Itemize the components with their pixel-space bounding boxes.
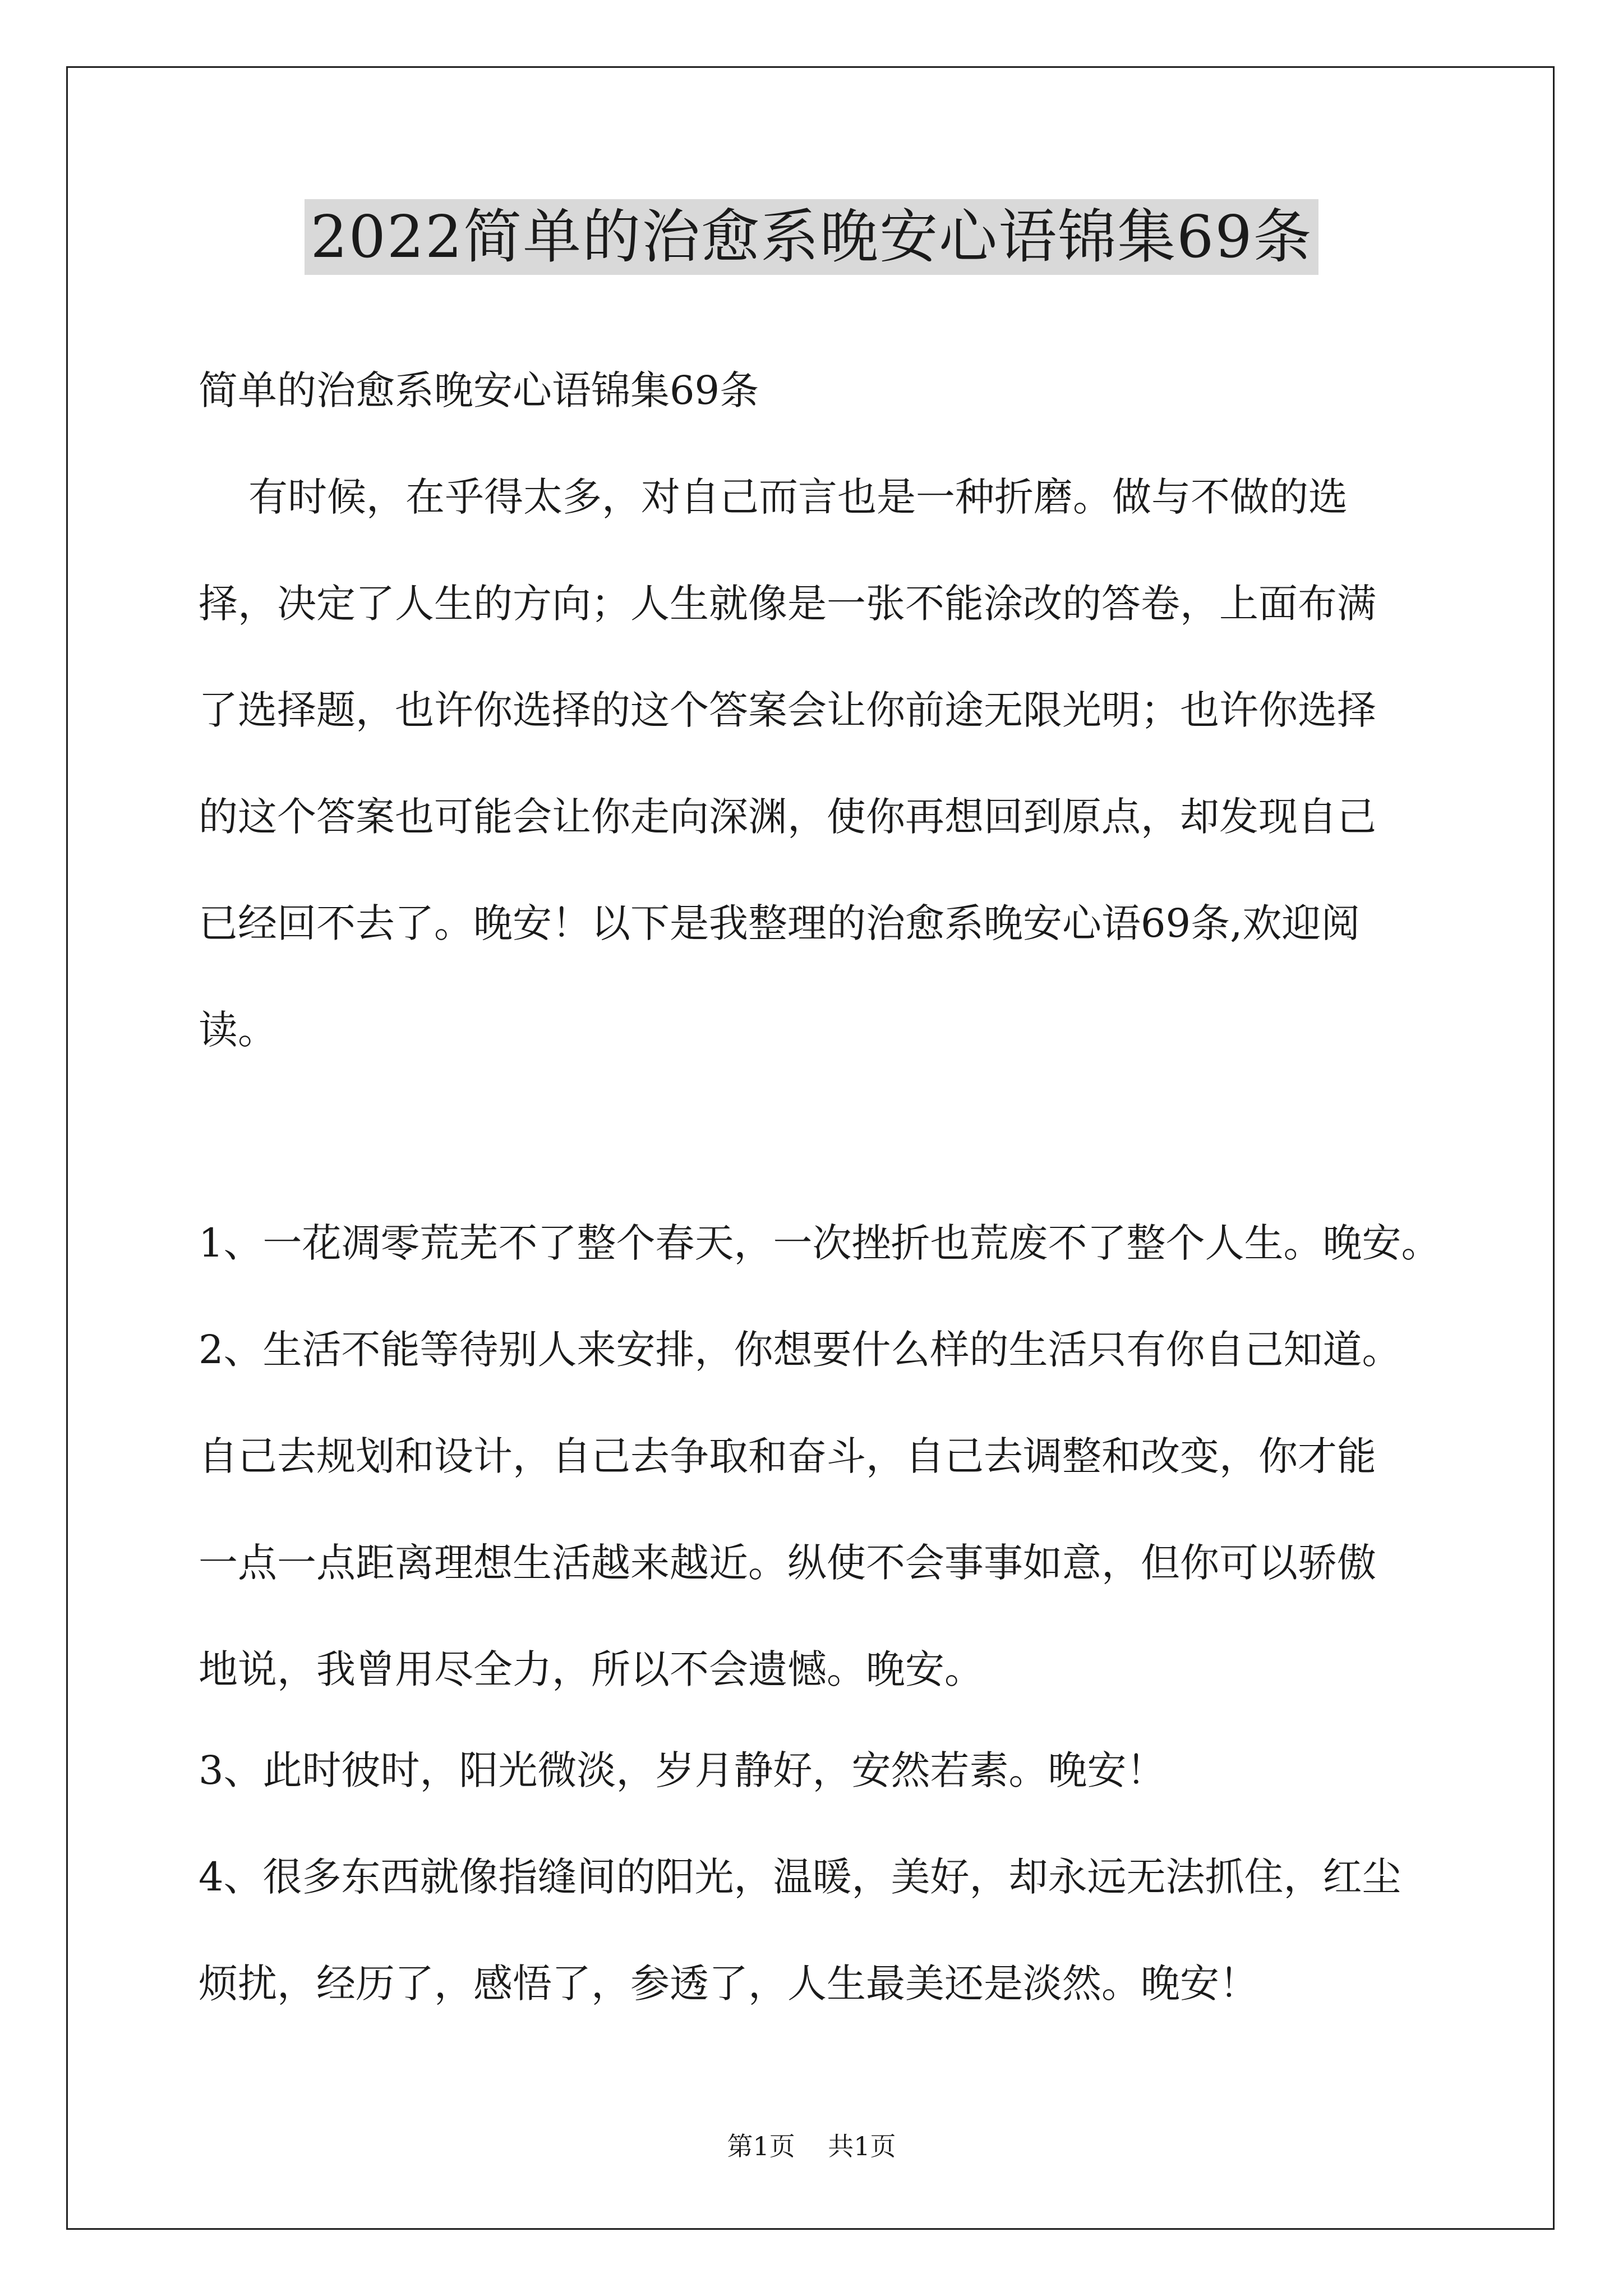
title-container bbox=[0, 199, 1623, 275]
page-number: 第1页 共1页 bbox=[727, 2131, 896, 2161]
text-line: 读。 bbox=[199, 1007, 277, 1053]
list-item-line: 3、此时彼时，阳光微淡，岁月静好，安然若素。晚安！ bbox=[199, 1747, 1166, 1793]
text-line: 地说，我曾用尽全力，所以不会遗憾。晚安。 bbox=[199, 1646, 984, 1692]
text-line: 了选择题，也许你选择的这个答案会让你前途无限光明；也许你选择 bbox=[199, 687, 1376, 733]
list-item-line: 2、生活不能等待别人来安排，你想要什么样的生活只有你自己知道。 bbox=[199, 1327, 1401, 1373]
text-line: 一点一点距离理想生活越来越近。纵使不会事事如意，但你可以骄傲 bbox=[199, 1540, 1376, 1586]
text-line: 择，决定了人生的方向；人生就像是一张不能涂改的答卷，上面布满 bbox=[199, 581, 1376, 627]
subtitle-line: 简单的治愈系晚安心语锦集69条 bbox=[199, 367, 759, 413]
text-line: 已经回不去了。晚安！以下是我整理的治愈系晚安心语69条,欢迎阅 bbox=[199, 900, 1361, 946]
list-item-line: 4、很多东西就像指缝间的阳光，温暖，美好，却永远无法抓住，红尘 bbox=[199, 1854, 1401, 1900]
text-line: 有时候，在乎得太多，对自己而言也是一种折磨。做与不做的选 bbox=[199, 474, 1348, 520]
list-item-line: 1、一花凋零荒芜不了整个春天，一次挫折也荒废不了整个人生。晚安。 bbox=[199, 1220, 1441, 1266]
page-footer bbox=[0, 2126, 1623, 2163]
text-line: 自己去规划和设计，自己去争取和奋斗，自己去调整和改变，你才能 bbox=[199, 1433, 1376, 1479]
text-line: 的这个答案也可能会让你走向深渊，使你再想回到原点，却发现自己 bbox=[199, 794, 1376, 840]
document-title: 2022简单的治愈系晚安心语锦集69条 bbox=[305, 199, 1318, 275]
text-line: 烦扰，经历了，感悟了，参透了，人生最美还是淡然。晚安！ bbox=[199, 1961, 1258, 2007]
